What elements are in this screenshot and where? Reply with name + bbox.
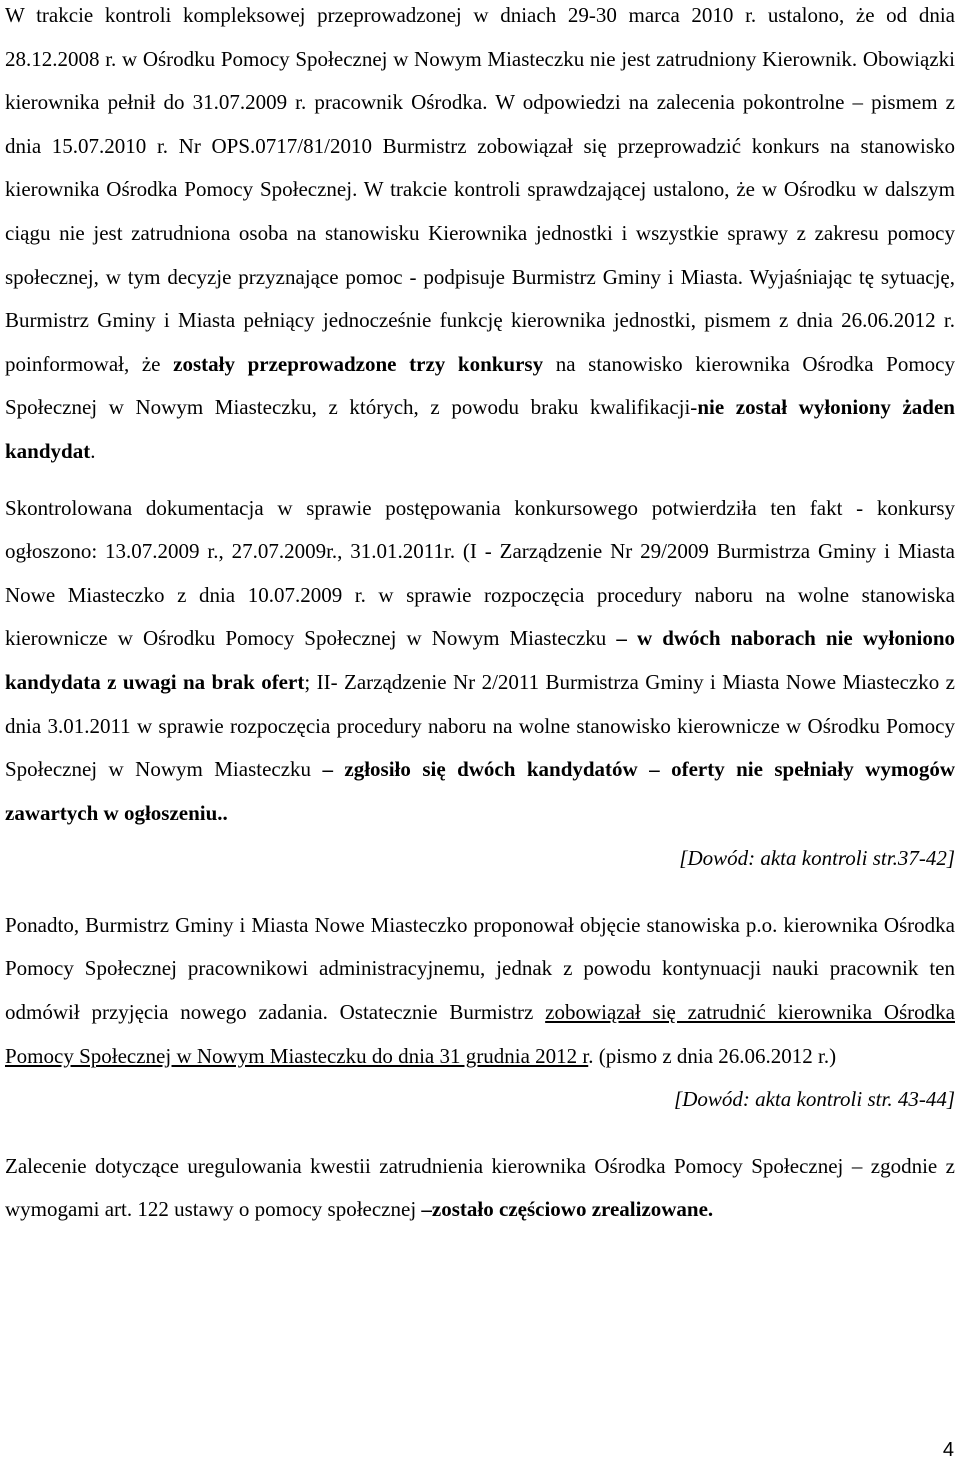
paragraph-konkursy-documentation	[5, 487, 955, 836]
text-segment: na stanowisko kierownika Ośrodka Pomocy Społecznej w Nowym Miasteczku, z których, z powodu braku kwalifikacji-	[5, 351, 955, 420]
text-segment: . (pismo z dnia 26.06.2012 r.)	[588, 1043, 837, 1068]
text-segment: Zalecenie dotyczące uregulowania kwestii zatrudnienia kierownika Ośrodka Pomocy Społecznej – zgodnie z wymogami art. 122 ustawy o pomocy społecznej	[5, 1153, 955, 1222]
text-segment: .	[90, 438, 96, 463]
document-page	[5, 0, 955, 1232]
bold-text: zostały przeprowadzone trzy konkursy	[173, 351, 544, 376]
evidence-reference: [Dowód: akta kontroli str. 43-44]	[674, 1087, 955, 1112]
underlined-text: zobowiązał się zatrudnić kierownika Ośrodka Pomocy Społecznej w Nowym Miasteczku do dnia 31 grudnia 2012 r	[5, 1000, 955, 1068]
paragraph-kierownik-status	[5, 0, 955, 474]
text-segment: Ponadto, Burmistrz Gminy i Miasta Nowe Miasteczko proponował objęcie stanowiska p.o. kierownika Ośrodka Pomocy Społecznej pracownikowi administracyjnemu, jednak z powodu kontynuacji nauki pracownik ten odmówił przyjęcia nowego zadania. Ostatecznie Burmistrz	[5, 912, 955, 1025]
text-segment: W trakcie kontroli kompleksowej przeprowadzonej w dniach 29-30 marca 2010 r. ustalono, że od dnia 28.12.2008 r. w Ośrodku Pomocy Społecznej w Nowym Miasteczku nie jest zatrudniony Kierownik. Obowiązki kierownika pełnił do 31.07.2009 r. pracownik Ośrodka. W odpowiedzi na zalecenia pokontrolne – pismem z dnia 15.07.2010 r. Nr OPS.0717/81/2010 Burmistrz zobowiązał się przeprowadzić konkurs na stanowisko kierownika Ośrodka Pomocy Społecznej. W trakcie kontroli sprawdzającej ustalono, że w Ośrodku w dalszym ciągu nie jest zatrudniona osoba na stanowisku Kierownika jednostki i wszystkie sprawy z zakresu pomocy społecznej, w tym decyzje przyznające pomoc - podpisuje Burmistrz Gminy i Miasta. Wyjaśniając tę sytuację, Burmistrz Gminy i Miasta pełniący jednocześnie funkcję kierownika jednostki, pismem z dnia 26.06.2012 r. poinformował, że	[5, 3, 955, 376]
text-segment: Skontrolowana dokumentacja w sprawie postępowania konkursowego potwierdziła ten fakt - konkursy ogłoszono: 13.07.2009 r., 27.07.2009r., 31.01.2011r. (I - Zarządzenie Nr 29/2009 Burmistrza Gminy i Miasta Nowe Miasteczko z dnia 10.07.2009 r. w sprawie rozpoczęcia procedury naboru na wolne stanowiska kierownicze w Ośrodku Pomocy Społecznej w Nowym Miasteczku	[5, 495, 955, 651]
bold-text: – w dwóch naborach nie wyłoniono kandydata z uwagi na brak ofert	[5, 626, 956, 694]
bold-text: – zgłosiło się dwóch kandydatów – oferty nie spełniały wymogów zawartych w ogłoszeniu..	[5, 757, 955, 825]
bold-text: nie został wyłoniony żaden kandydat	[5, 395, 955, 463]
bold-text: –zostało częściowo zrealizowane.	[421, 1197, 714, 1222]
paragraph-burmistrz-commitment	[5, 904, 955, 1078]
evidence-reference: [Dowód: akta kontroli str.37-42]	[679, 846, 955, 871]
text-segment: ; II- Zarządzenie Nr 2/2011 Burmistrza Gminy i Miasta Nowe Miasteczko z dnia 3.01.2011 w sprawie rozpoczęcia procedury naboru na wolne stanowisko kierownicze w Ośrodku Pomocy Społecznej w Nowym Miasteczku	[5, 669, 956, 782]
paragraph-recommendation-status	[5, 1145, 955, 1232]
page-number: 4	[942, 1439, 954, 1461]
